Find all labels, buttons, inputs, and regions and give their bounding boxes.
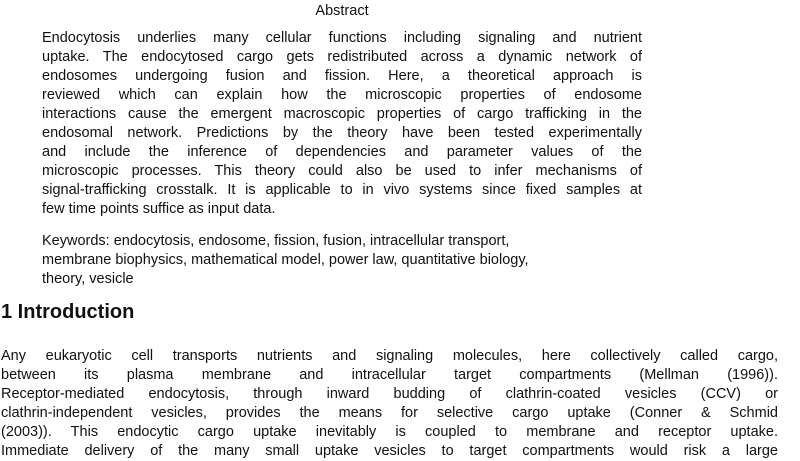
- abstract-line: reviewed which can explain how the microscopic properties of endosome: [42, 87, 642, 103]
- keywords-line: theory, vesicle: [42, 271, 134, 287]
- abstract-line: signal-trafficking crosstalk. It is applicable to in vivo systems since fixed samples at: [42, 182, 642, 198]
- abstract-line: endosomes undergoing fusion and fission. Here, a theoretical approach is: [42, 68, 642, 84]
- abstract-line: and include the inference of dependencies and parameter values of the: [42, 144, 642, 160]
- abstract-line: few time points suffice as input data.: [42, 201, 276, 217]
- intro-line: between its plasma membrane and intracellular target compartments (Mellman (1996)).: [1, 367, 778, 383]
- abstract-line: microscopic processes. This theory could also be used to infer mechanisms of: [42, 163, 642, 179]
- abstract-line: interactions cause the emergent macroscopic properties of cargo trafficking in the: [42, 106, 642, 122]
- abstract-title: Abstract: [315, 3, 369, 19]
- abstract-line: endosomal network. Predictions by the theory have been tested experimentally: [42, 125, 642, 141]
- keywords-line: Keywords: endocytosis, endosome, fission, fusion, intracellular transport,: [42, 233, 510, 249]
- intro-line: Immediate delivery of the many small uptake vesicles to target compartments would risk a large: [1, 443, 778, 459]
- keywords-line: membrane biophysics, mathematical model, power law, quantitative biology,: [42, 252, 529, 268]
- keywords: [42, 232, 642, 289]
- intro-line: clathrin-independent vesicles, provides the means for selective cargo uptake (Conner & Schmid: [1, 405, 778, 421]
- intro-line: (2003)). This endocytic cargo uptake inevitably is coupled to membrane and receptor uptake.: [1, 424, 778, 440]
- introduction-body: [1, 347, 778, 461]
- abstract-line: Endocytosis underlies many cellular functions including signaling and nutrient: [42, 30, 642, 46]
- abstract-body: [42, 29, 642, 219]
- section-heading-introduction: 1 Introduction: [1, 301, 135, 323]
- intro-line: Any eukaryotic cell transports nutrients and signaling molecules, here collectively called cargo,: [1, 348, 778, 364]
- intro-line: Receptor-mediated endocytosis, through inward budding of clathrin-coated vesicles (CCV) or: [1, 386, 778, 402]
- abstract-line: uptake. The endocytosed cargo gets redistributed across a dynamic network of: [42, 49, 642, 65]
